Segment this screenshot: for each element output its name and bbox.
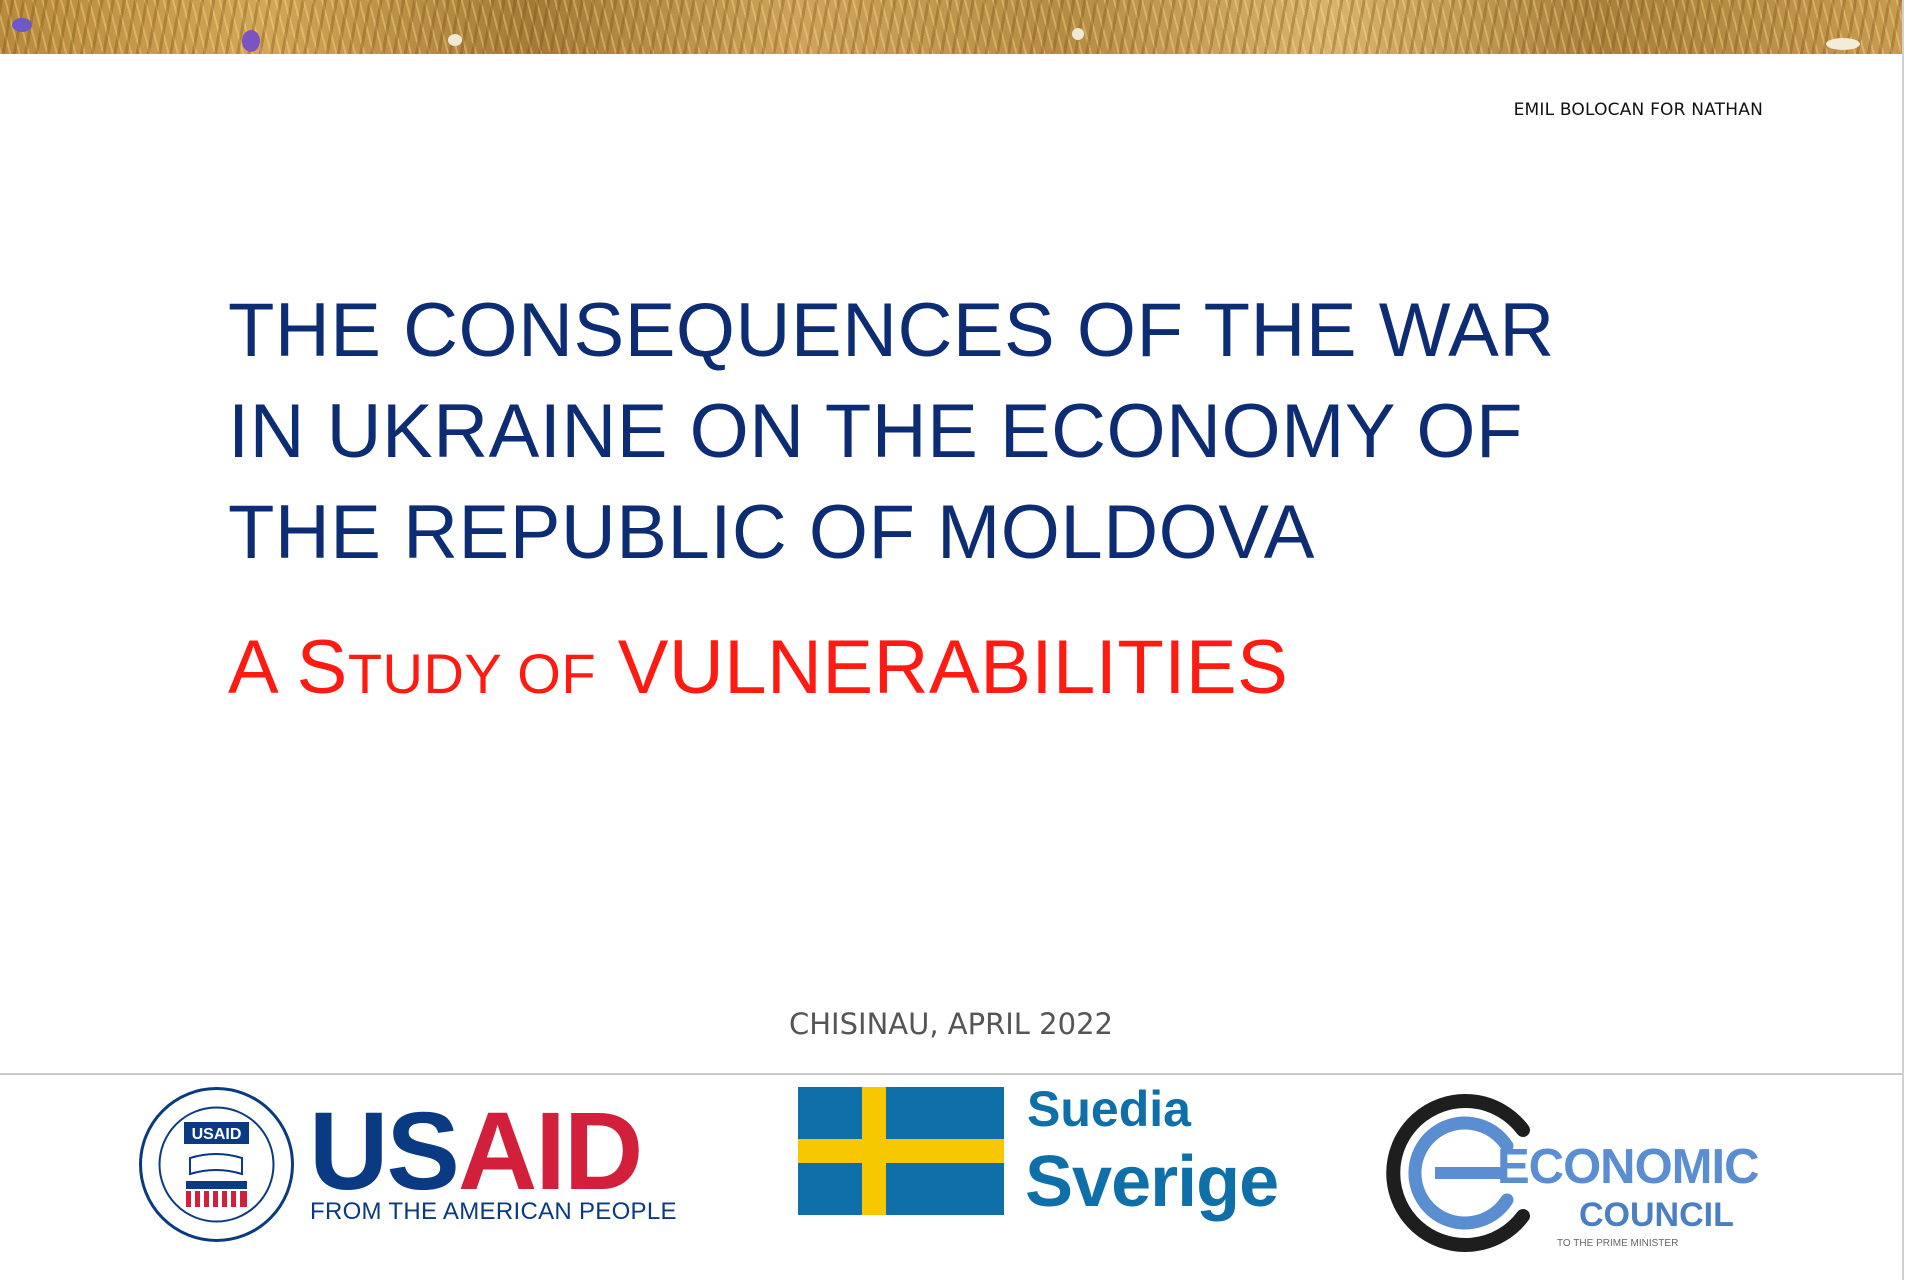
swedish-flag-logo bbox=[798, 1087, 1004, 1215]
flower-decoration bbox=[1072, 28, 1084, 40]
subtitle-part-1: A S bbox=[228, 625, 348, 710]
title-line-2: IN UKRAINE ON THE ECONOMY OF bbox=[228, 389, 1523, 474]
economic-council-tagline: TO THE PRIME MINISTER bbox=[1557, 1238, 1679, 1249]
footer-divider bbox=[0, 1073, 1902, 1075]
usaid-seal-label: USAID bbox=[191, 1126, 242, 1143]
author-credit: EMIL BOLOCAN FOR NATHAN bbox=[1513, 100, 1763, 120]
flower-decoration bbox=[1826, 38, 1860, 50]
usaid-tagline: FROM THE AMERICAN PEOPLE bbox=[310, 1198, 677, 1225]
usaid-wordmark-aid: AID bbox=[457, 1090, 642, 1213]
sweden-label-swedish: Sverige bbox=[1025, 1142, 1279, 1222]
usaid-wordmark-us: US bbox=[309, 1090, 458, 1213]
title-line-3: THE REPUBLIC OF MOLDOVA bbox=[228, 490, 1315, 575]
document-subtitle bbox=[228, 618, 1288, 724]
flower-decoration bbox=[448, 34, 462, 46]
document-title bbox=[228, 280, 1728, 583]
flower-decoration bbox=[242, 30, 260, 52]
place-date: CHISINAU, APRIL 2022 bbox=[789, 1007, 1113, 1041]
subtitle-part-2: TUDY OF bbox=[347, 642, 597, 705]
page-edge-gutter bbox=[1902, 0, 1920, 1280]
flower-decoration bbox=[12, 18, 32, 32]
title-line-1: THE CONSEQUENCES OF THE WAR bbox=[228, 288, 1555, 373]
economic-council-line-2: COUNCIL bbox=[1579, 1196, 1734, 1234]
subtitle-part-3: VULNERABILITIES bbox=[596, 625, 1289, 710]
sweden-label-romanian: Suedia bbox=[1027, 1081, 1191, 1137]
usaid-seal-logo bbox=[138, 1086, 295, 1243]
economic-council-line-1: ECONOMIC bbox=[1497, 1140, 1759, 1194]
usaid-wordmark bbox=[309, 1092, 641, 1212]
wheat-field-banner bbox=[0, 0, 1902, 54]
